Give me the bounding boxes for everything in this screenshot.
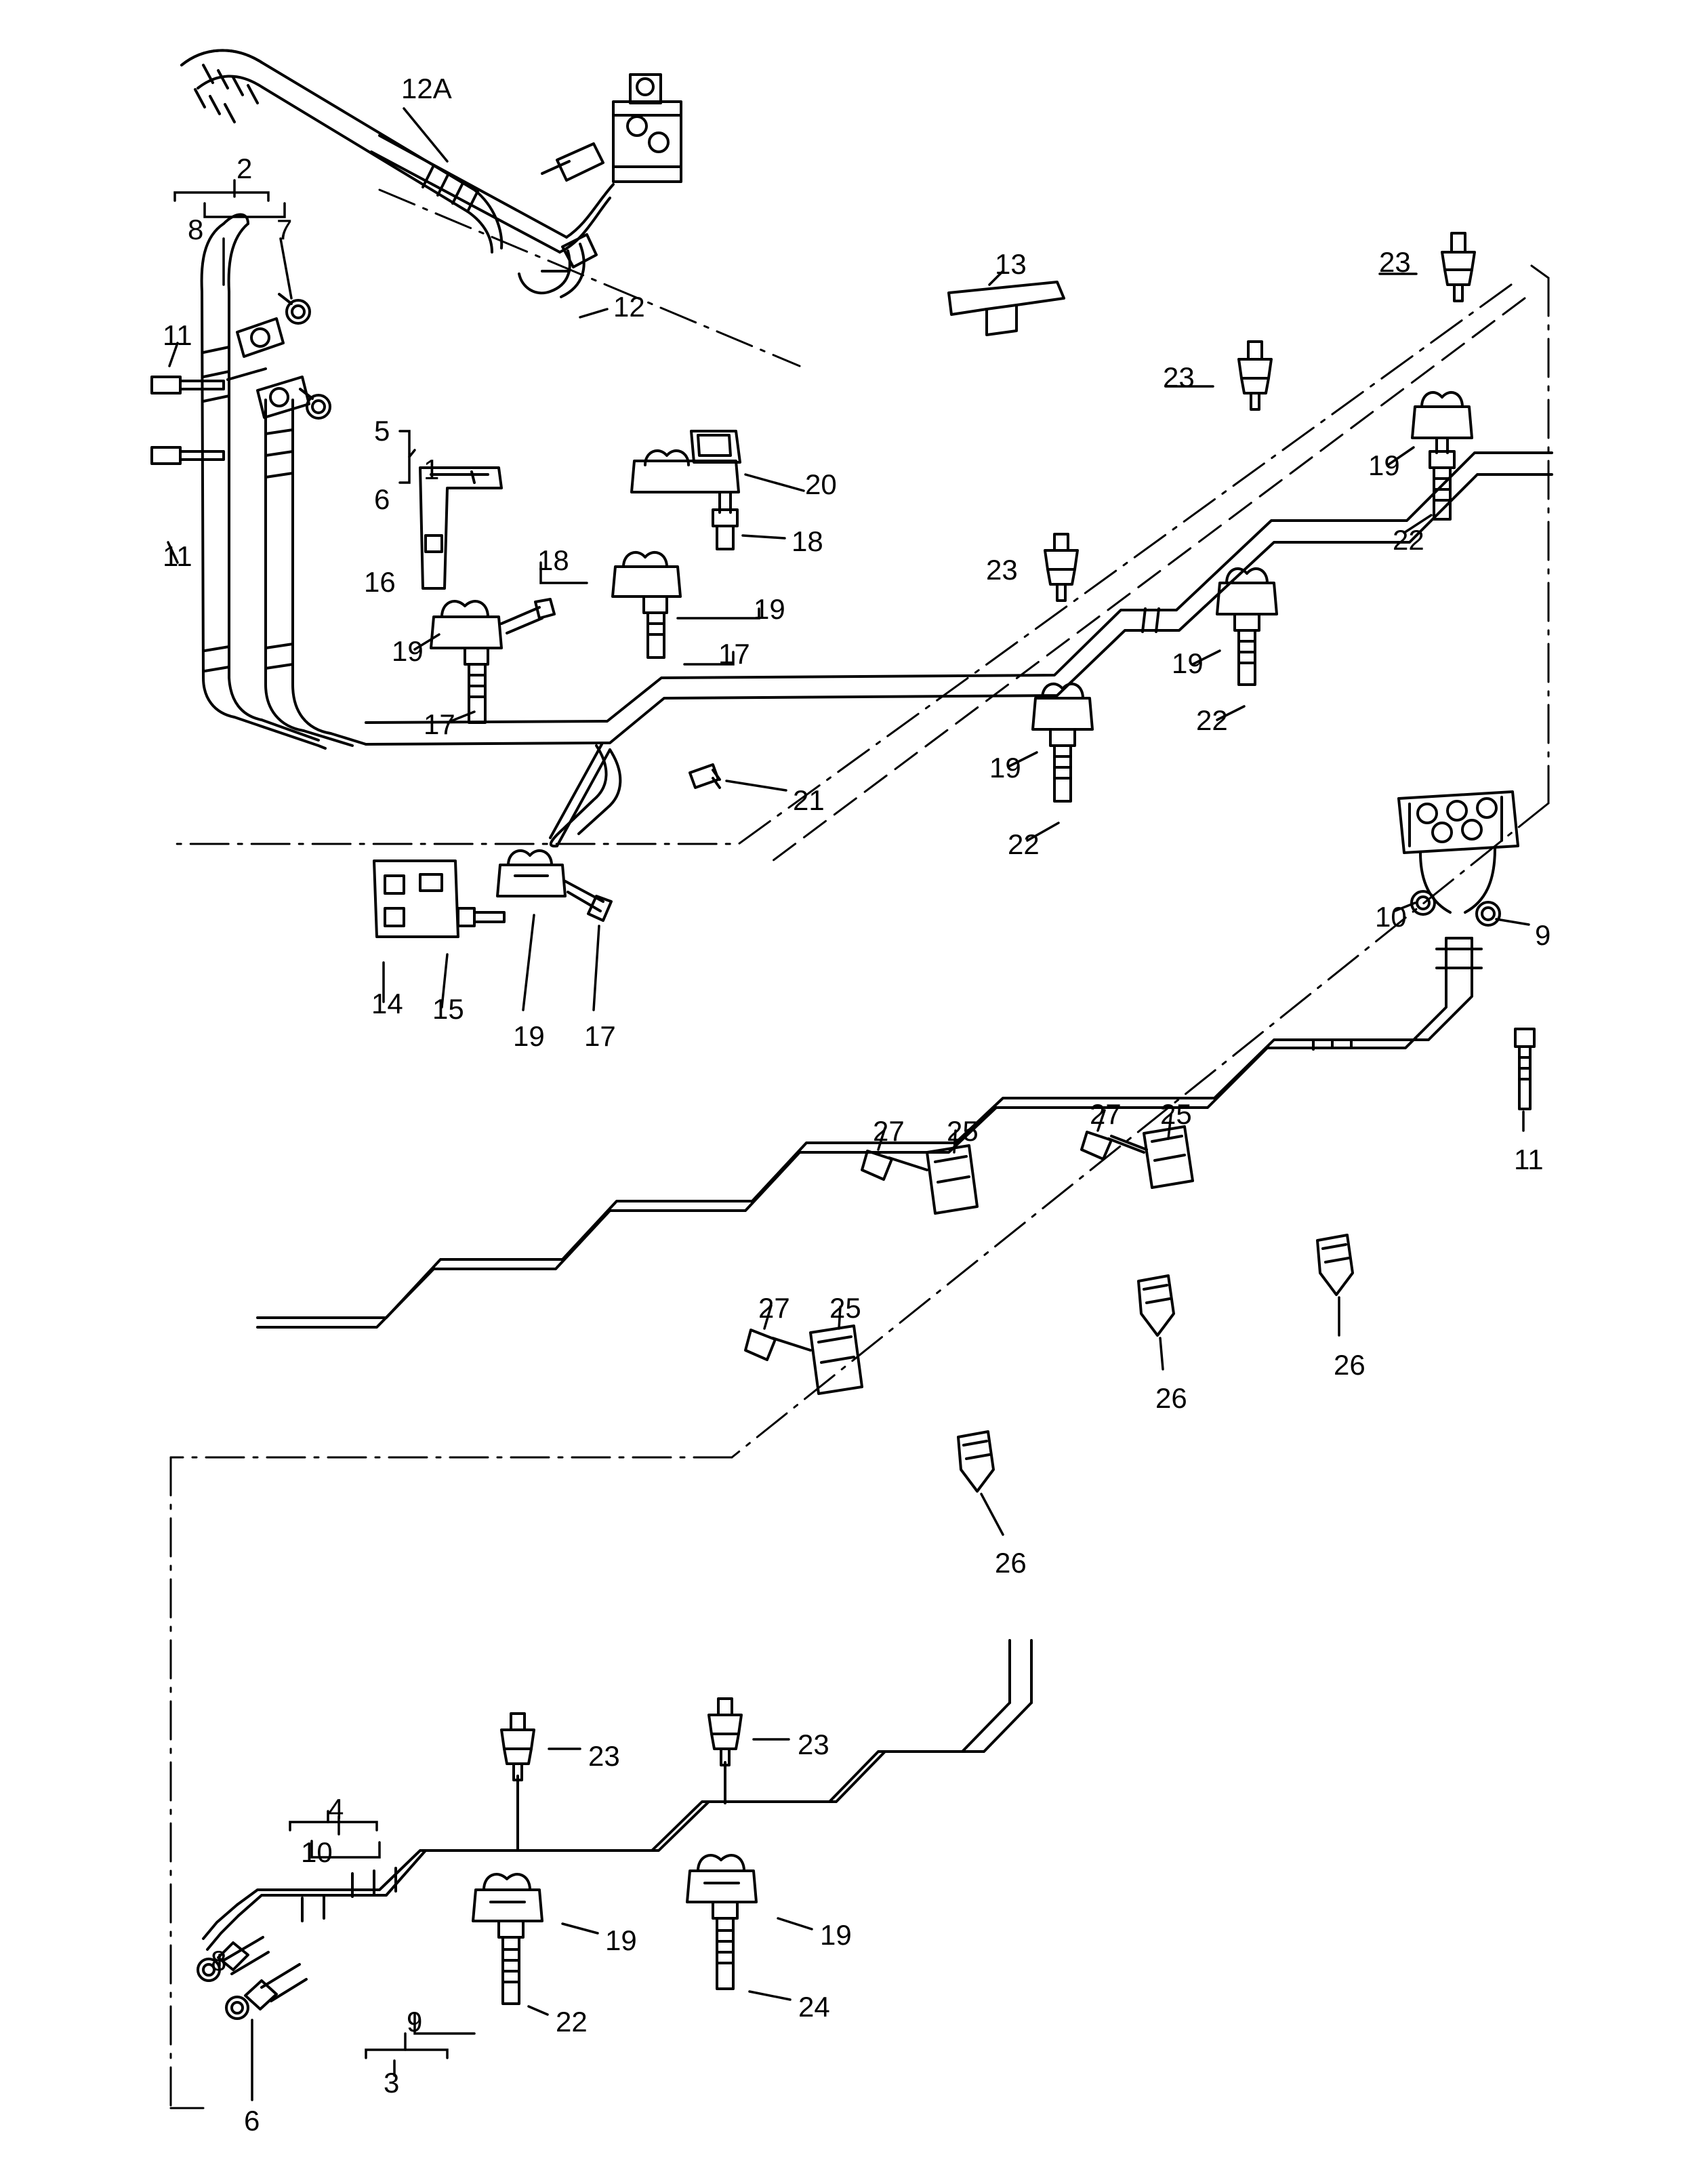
- callout-18-b: 18: [537, 544, 569, 576]
- callout-19-a: 19: [1368, 449, 1400, 481]
- callout-9-b: 9: [407, 2006, 423, 2038]
- callout-20: 20: [805, 468, 837, 500]
- callout-22-d: 22: [556, 2006, 588, 2038]
- callout-1: 1: [424, 453, 440, 485]
- callout-12: 12: [613, 291, 645, 323]
- callout-6-a: 6: [374, 483, 390, 515]
- callout-17-a: 17: [718, 638, 750, 670]
- callout-22-c: 22: [1008, 828, 1040, 860]
- callout-19-f: 19: [513, 1020, 545, 1052]
- callout-27-a: 27: [1090, 1098, 1122, 1130]
- callout-6-bottom: 6: [244, 2105, 260, 2137]
- callout-19-c: 19: [1172, 647, 1204, 679]
- callout-19-g: 19: [605, 1924, 637, 1956]
- callout-27-b: 27: [873, 1115, 905, 1147]
- callout-25-b: 25: [947, 1115, 979, 1147]
- callout-11-c: 11: [1514, 1144, 1544, 1175]
- callout-19-e: 19: [989, 752, 1021, 784]
- callout-10-a: 10: [1375, 901, 1407, 933]
- callout-26-c: 26: [995, 1547, 1027, 1579]
- callout-9-a: 9: [1535, 919, 1551, 951]
- callout-23-d: 23: [588, 1740, 620, 1772]
- callout-19-d: 19: [392, 635, 424, 667]
- callout-8-top: 8: [188, 214, 204, 245]
- callout-26-a: 26: [1334, 1349, 1365, 1381]
- callout-11-a: 11: [163, 319, 192, 351]
- callout-2: 2: [237, 153, 253, 184]
- callout-17-c: 17: [584, 1020, 616, 1052]
- callout-16: 16: [364, 566, 396, 598]
- callout-22-b: 22: [1196, 704, 1228, 736]
- callout-8-bottom: 8: [211, 1945, 227, 1977]
- callout-17-b: 17: [424, 708, 455, 740]
- callout-25-a: 25: [1160, 1098, 1192, 1130]
- callout-11-b: 11: [163, 540, 192, 572]
- callout-21: 21: [793, 784, 825, 816]
- callout-4: 4: [328, 1793, 344, 1825]
- callout-19-h: 19: [820, 1919, 852, 1951]
- callout-25-c: 25: [829, 1292, 861, 1324]
- callout-19-b: 19: [754, 593, 785, 625]
- callout-13: 13: [995, 248, 1027, 280]
- callout-23-e: 23: [798, 1728, 829, 1760]
- callout-14: 14: [371, 988, 403, 1019]
- callout-12A: 12A: [401, 73, 452, 104]
- callout-18-a: 18: [792, 525, 823, 557]
- callout-22-a: 22: [1393, 524, 1424, 556]
- callout-15: 15: [432, 993, 464, 1025]
- callout-26-b: 26: [1155, 1382, 1187, 1414]
- callout-23-b: 23: [1163, 361, 1195, 393]
- callout-3: 3: [384, 2067, 400, 2099]
- callout-24: 24: [798, 1991, 830, 2023]
- callout-27-c: 27: [758, 1292, 790, 1324]
- callout-5: 5: [374, 415, 390, 447]
- callout-7: 7: [276, 214, 293, 245]
- callout-10-b: 10: [301, 1836, 333, 1868]
- callout-23-c: 23: [986, 554, 1018, 586]
- callout-23-a: 23: [1379, 246, 1411, 278]
